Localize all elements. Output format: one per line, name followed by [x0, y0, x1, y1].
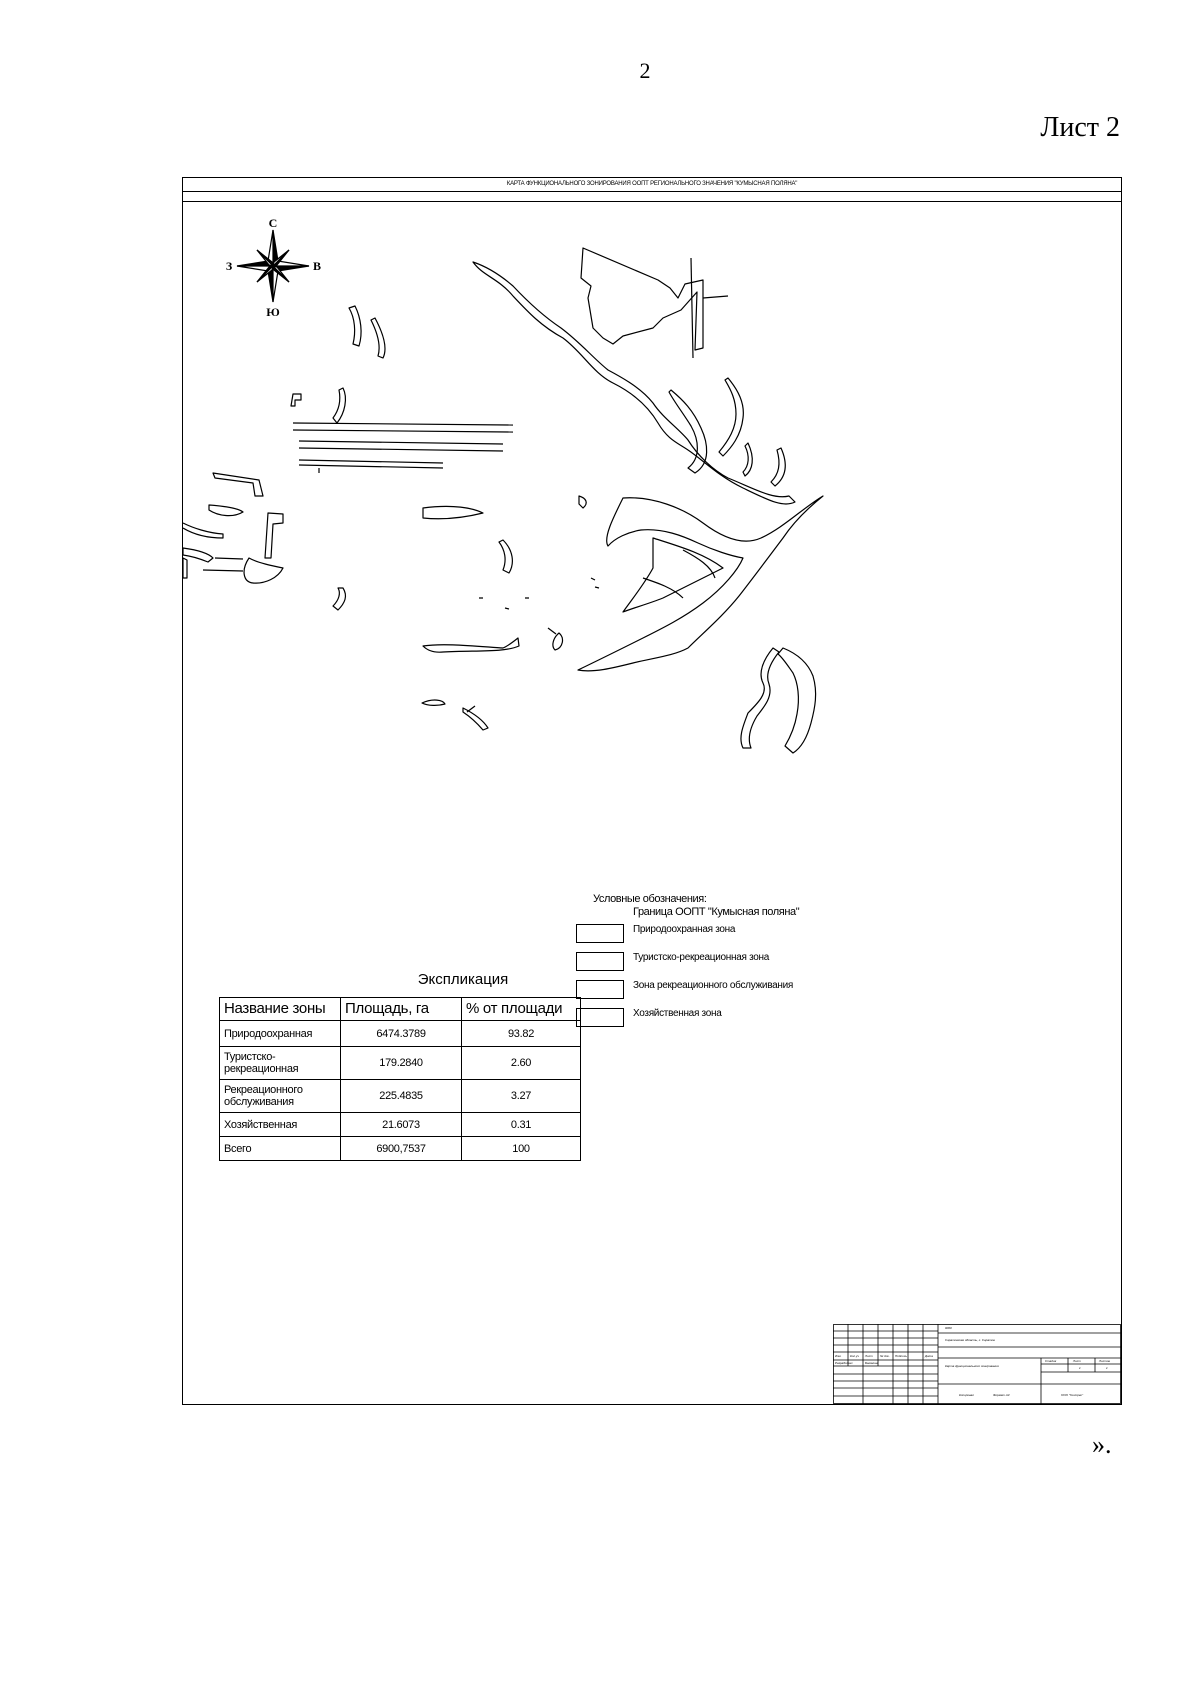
explication-table [219, 997, 581, 1161]
legend-item-nature-protection [593, 918, 893, 946]
title-block-header-sign: Подпись [895, 1354, 907, 1358]
legend-boundary-label: Граница ООПТ "Кумысная поляна" [633, 906, 800, 918]
legend [593, 893, 893, 1030]
legend-swatch [576, 980, 624, 999]
zone-percent-cell: 0.31 [462, 1113, 581, 1137]
zone-name-cell: Рекреационного обслуживания [220, 1080, 341, 1113]
table-row [220, 1080, 581, 1113]
zone-percent-cell: 3.27 [462, 1080, 581, 1113]
title-block-stage-header: Стадия [1045, 1359, 1057, 1363]
compass-rose-icon [226, 216, 321, 319]
zone-area-cell: 21.6073 [341, 1113, 462, 1137]
title-block-developer-label: Разработал [835, 1361, 853, 1365]
zone-area-cell: 179.2840 [341, 1047, 462, 1080]
title-block-header-date: Дата [925, 1354, 933, 1358]
compass-east-label: В [312, 259, 322, 273]
page-number: 2 [639, 58, 651, 83]
table-row [220, 1113, 581, 1137]
legend-item-label: Туристско-рекреационная зона [633, 952, 770, 963]
title-block-location: Саратовская область, г. Саратов [945, 1338, 995, 1342]
map-drawing [183, 178, 1121, 1404]
legend-title: Условные обозначения: [593, 893, 707, 905]
zone-name-cell: Туристско-рекреационная [220, 1047, 341, 1080]
legend-item-label: Зона рекреационного обслуживания [633, 980, 793, 991]
legend-item-label: Хозяйственная зона [633, 1008, 722, 1019]
title-block-developer-name: Балакина [865, 1361, 879, 1365]
legend-item-recreation-service [593, 974, 893, 1002]
zone-name-cell: Природоохранная [220, 1021, 341, 1047]
compass-west-label: З [225, 259, 233, 273]
zone-name-cell: Всего [220, 1137, 341, 1161]
title-block-copied-by: Копировал [959, 1393, 974, 1397]
title-block-header-kol: Кол.уч [850, 1354, 859, 1358]
compass-north-label: С [268, 216, 278, 230]
legend-swatch [576, 924, 624, 943]
column-header: Название зоны [220, 998, 341, 1021]
zone-percent-cell: 93.82 [462, 1021, 581, 1047]
zone-outlines [183, 248, 823, 753]
title-block-sheets-header: Листов [1099, 1359, 1110, 1363]
legend-item-label: Природоохранная зона [633, 924, 736, 935]
table-row [220, 1137, 581, 1161]
title-block-sheets-total: 1 [1106, 1366, 1108, 1370]
title-block-header-list: Лист [865, 1354, 873, 1358]
map-frame [182, 177, 1122, 1405]
zone-name-cell: Хозяйственная [220, 1113, 341, 1137]
title-block-sheet-header: Лист [1073, 1359, 1081, 1363]
table-row [220, 1047, 581, 1080]
legend-swatch [576, 1008, 624, 1027]
title-block-header-doc: № док. [880, 1354, 890, 1358]
title-block-document-name: Карта функционального зонирования [945, 1364, 999, 1368]
zone-percent-cell: 2.60 [462, 1047, 581, 1080]
zone-area-cell: 6474.3789 [341, 1021, 462, 1047]
closing-quote-mark: ». [1092, 1430, 1112, 1459]
table-header-row [220, 998, 581, 1021]
compass-south-label: Ю [266, 305, 280, 319]
map-title: КАРТА ФУНКЦИОНАЛЬНОГО ЗОНИРОВАНИЯ ООПТ РЕГИОНАЛЬНОГО ЗНАЧЕНИЯ "КУМЫСНАЯ ПОЛЯНА" [183, 178, 1121, 192]
title-block-code: 0000 [945, 1326, 952, 1330]
title-block-header-izm: Изм. [835, 1354, 842, 1358]
explication-title: Экспликация [417, 971, 509, 988]
sheet-label: Лист 2 [1040, 112, 1120, 143]
zone-area-cell: 225.4835 [341, 1080, 462, 1113]
title-block [833, 1324, 1121, 1404]
zone-percent-cell: 100 [462, 1137, 581, 1161]
legend-item-tourist-recreation [593, 946, 893, 974]
legend-swatch [576, 952, 624, 971]
title-block-sheet-number: 1 [1079, 1366, 1081, 1370]
legend-item-economic [593, 1002, 893, 1030]
title-block-format: Формат А3 [993, 1393, 1010, 1397]
column-header: Площадь, га [341, 998, 462, 1021]
table-row [220, 1021, 581, 1047]
title-block-organization: ООО "Геотрек" [1061, 1393, 1084, 1397]
zone-area-cell: 6900,7537 [341, 1137, 462, 1161]
column-header: % от площади [462, 998, 581, 1021]
